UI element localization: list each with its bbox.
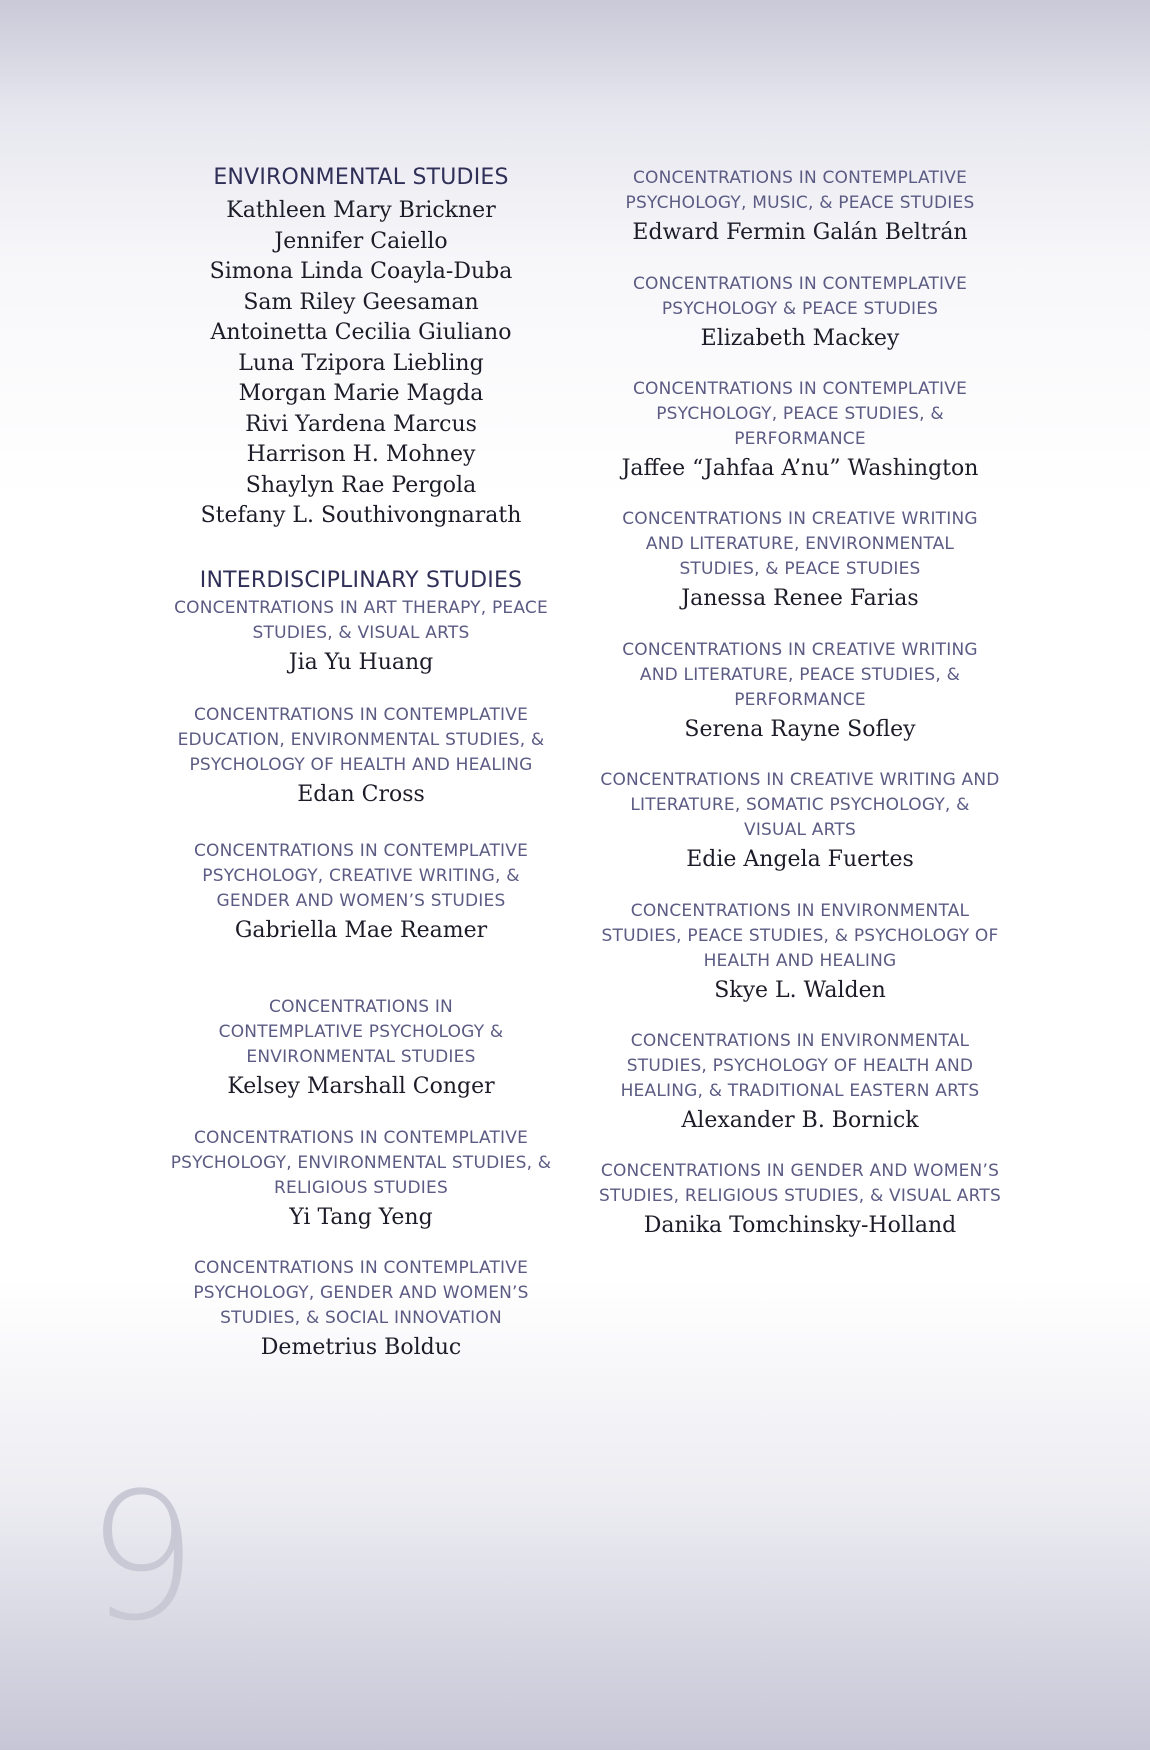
concentration-text: CONCENTRATIONS IN CONTEMPLATIVE PSYCHOLOGY, ENVIRONMENTAL STUDIES, & RELIGIOUS STUDIES bbox=[170, 1128, 552, 1198]
environmental-studies-heading: ENVIRONMENTAL STUDIES bbox=[213, 165, 509, 190]
environmental-studies-names bbox=[160, 196, 562, 532]
concentration-text: CONCENTRATIONS IN CREATIVE WRITING AND LITERATURE, SOMATIC PSYCHOLOGY, & VISUAL ARTS bbox=[600, 770, 1000, 840]
graduate-name: Edward Fermin Galán Beltrán bbox=[632, 220, 968, 245]
graduate-name: Luna Tzipora Liebling bbox=[238, 350, 484, 376]
concentration-text: CONCENTRATIONS IN ART THERAPY, PEACE STUDIES, & VISUAL ARTS bbox=[174, 598, 548, 643]
graduate-entry bbox=[160, 995, 562, 1102]
graduate-entry bbox=[598, 272, 1002, 354]
concentration-text: CONCENTRATIONS IN CONTEMPLATIVE PSYCHOLOGY & ENVIRONMENTAL STUDIES bbox=[218, 997, 504, 1067]
graduate-name: Demetrius Bolduc bbox=[260, 1335, 462, 1360]
graduate-name: Jennifer Caiello bbox=[274, 228, 448, 254]
graduate-name: Yi Tang Yeng bbox=[289, 1205, 433, 1230]
graduate-name: Simona Linda Coayla-Duba bbox=[209, 259, 513, 284]
graduate-entry bbox=[598, 1029, 1002, 1136]
graduate-name: Danika Tomchinsky-Holland bbox=[643, 1213, 957, 1238]
graduate-name: Elizabeth Mackey bbox=[700, 326, 900, 351]
graduate-name: Antoinetta Cecilia Giuliano bbox=[210, 320, 512, 345]
concentration-text: CONCENTRATIONS IN CREATIVE WRITING AND LITERATURE, PEACE STUDIES, & PERFORMANCE bbox=[622, 640, 978, 710]
concentration-text: CONCENTRATIONS IN CONTEMPLATIVE EDUCATION, ENVIRONMENTAL STUDIES, & PSYCHOLOGY OF HEALTH AND HEALING bbox=[177, 705, 545, 775]
graduate-entry bbox=[598, 899, 1002, 1006]
concentration-text: CONCENTRATIONS IN CONTEMPLATIVE PSYCHOLOGY, GENDER AND WOMEN’S STUDIES, & SOCIAL INNOVATION bbox=[193, 1258, 529, 1328]
graduate-name: Edie Angela Fuertes bbox=[686, 847, 914, 872]
graduate-entry bbox=[160, 703, 562, 810]
graduate-name: Janessa Renee Farias bbox=[681, 586, 919, 611]
graduate-name: Shaylyn Rae Pergola bbox=[245, 472, 477, 498]
graduate-name: Kathleen Mary Brickner bbox=[226, 198, 496, 223]
graduate-name: Jia Yu Huang bbox=[288, 650, 434, 675]
graduate-name: Edan Cross bbox=[297, 782, 425, 807]
concentration-text: CONCENTRATIONS IN CREATIVE WRITING AND LITERATURE, ENVIRONMENTAL STUDIES, & PEACE STUDIES bbox=[622, 509, 978, 579]
graduate-name: Harrison H. Mohney bbox=[246, 442, 476, 467]
graduate-name: Kelsey Marshall Conger bbox=[227, 1074, 495, 1099]
graduate-entry bbox=[160, 1126, 562, 1233]
graduate-entry bbox=[160, 1256, 562, 1363]
graduate-name: Morgan Marie Magda bbox=[238, 381, 484, 406]
graduate-name: Jaffee “Jahfaa A’nu” Washington bbox=[621, 456, 979, 481]
concentration-text: CONCENTRATIONS IN CONTEMPLATIVE PSYCHOLOGY, MUSIC, & PEACE STUDIES bbox=[625, 168, 975, 213]
graduate-entry bbox=[598, 1159, 1002, 1241]
concentration-text: CONCENTRATIONS IN GENDER AND WOMEN’S STUDIES, RELIGIOUS STUDIES, & VISUAL ARTS bbox=[599, 1161, 1001, 1206]
concentration-text: CONCENTRATIONS IN CONTEMPLATIVE PSYCHOLOGY, PEACE STUDIES, & PERFORMANCE bbox=[632, 379, 968, 449]
graduate-entry bbox=[598, 377, 1002, 484]
graduate-name: Rivi Yardena Marcus bbox=[245, 411, 477, 437]
concentration-text: CONCENTRATIONS IN ENVIRONMENTAL STUDIES, PEACE STUDIES, & PSYCHOLOGY OF HEALTH AND HEALING bbox=[601, 901, 999, 971]
graduate-entry bbox=[160, 839, 562, 946]
graduate-name: Stefany L. Southivongnarath bbox=[200, 503, 522, 528]
concentration-text: CONCENTRATIONS IN CONTEMPLATIVE PSYCHOLOGY, CREATIVE WRITING, & GENDER AND WOMEN’S STUDIES bbox=[193, 841, 529, 911]
graduate-entry bbox=[598, 638, 1002, 745]
graduate-entry bbox=[598, 166, 1002, 248]
graduate-name: Gabriella Mae Reamer bbox=[234, 918, 488, 943]
graduate-name: Alexander B. Bornick bbox=[681, 1108, 919, 1133]
concentration-text: CONCENTRATIONS IN ENVIRONMENTAL STUDIES, PSYCHOLOGY OF HEALTH AND HEALING, & TRADITIONAL EASTERN ARTS bbox=[620, 1031, 980, 1101]
graduate-name: Serena Rayne Sofley bbox=[684, 717, 916, 742]
graduate-entry bbox=[598, 768, 1002, 875]
concentration-text: CONCENTRATIONS IN CONTEMPLATIVE PSYCHOLOGY & PEACE STUDIES bbox=[632, 274, 968, 319]
graduate-name: Skye L. Walden bbox=[714, 978, 886, 1003]
interdisciplinary-studies-heading: INTERDISCIPLINARY STUDIES bbox=[199, 568, 523, 593]
graduate-entry bbox=[598, 507, 1002, 614]
graduate-entry bbox=[160, 596, 562, 678]
graduate-name: Sam Riley Geesaman bbox=[243, 289, 479, 315]
page-number: 9 bbox=[86, 1455, 198, 1660]
